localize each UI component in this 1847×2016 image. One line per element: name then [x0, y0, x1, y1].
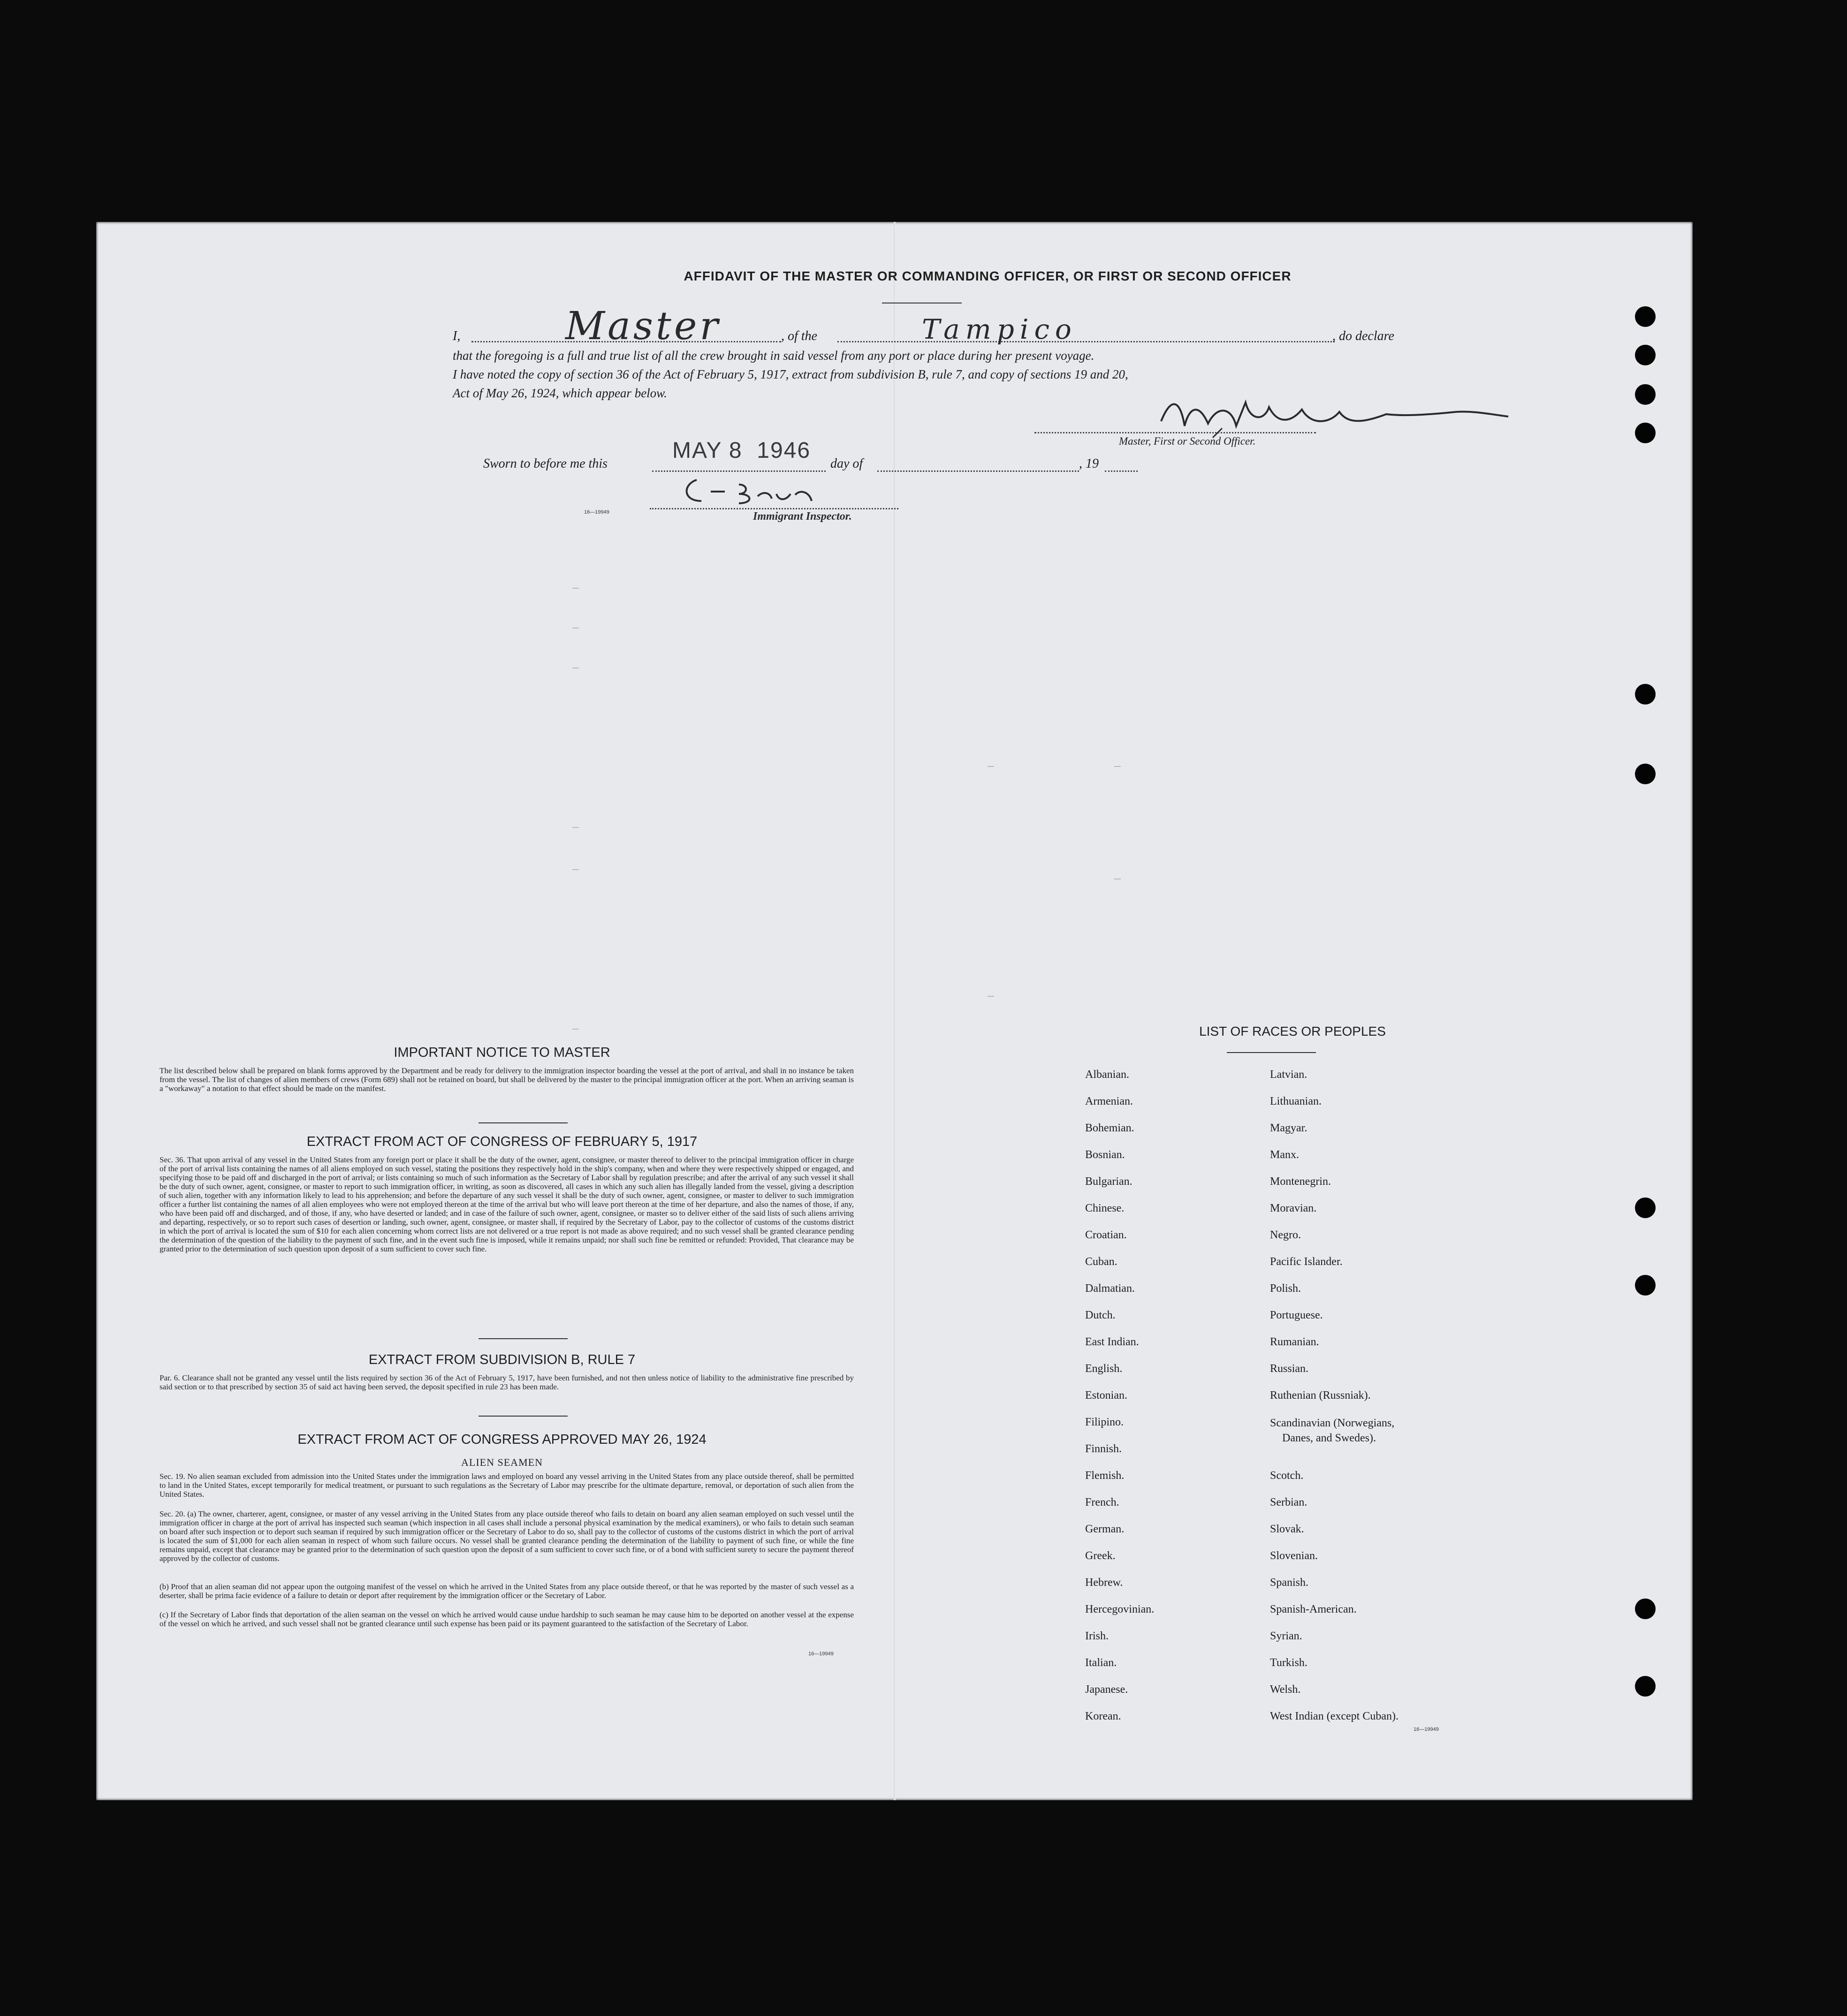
notice-rule — [479, 1122, 568, 1123]
race-item: Slovak. — [1270, 1523, 1304, 1535]
punch-hole — [1635, 1599, 1656, 1619]
vessel-line — [837, 341, 1335, 342]
punch-hole — [1635, 1275, 1656, 1296]
subdivision-title: EXTRACT FROM SUBDIVISION B, RULE 7 — [368, 1352, 636, 1367]
race-item: Serbian. — [1270, 1496, 1307, 1508]
affidavit-line3: I have noted the copy of section 36 of the Act of February 5, 1917, extract from subdivision B, rule 7, and copy of sections 19 and 20, — [453, 367, 1128, 381]
race-item: Spanish. — [1270, 1576, 1309, 1589]
race-item: Slovenian. — [1270, 1550, 1318, 1562]
document-page — [96, 222, 1693, 1800]
notice-title: IMPORTANT NOTICE TO MASTER — [394, 1045, 610, 1060]
punch-hole — [1635, 764, 1656, 784]
race-item: Latvian. — [1270, 1069, 1307, 1081]
race-item: French. — [1085, 1496, 1119, 1508]
punch-hole — [1635, 423, 1656, 443]
race-item: Montenegrin. — [1270, 1175, 1331, 1188]
race-item: East Indian. — [1085, 1336, 1139, 1348]
race-item: Lithuanian. — [1270, 1095, 1322, 1107]
race-item: Cuban. — [1085, 1256, 1117, 1268]
extract-1917-text: Sec. 36. That upon arrival of any vessel in the United States from any foreign port or place it shall be the duty of the owner, agent, consignee, or master thereof to deliver to the principal immigration officer in charge of the port of arrival lists containing the names of all aliens employed on such vessel, stating the positions they respectively hold in the ship's company, when and where they were respectively shipped or engaged, and specifying those to be paid off and discharged in the port of arrival; or lists containing so much of such information as the Secretary of Labor shall by regulation prescribe; and after the arrival of any such vessel it shall be the duty of such owner, agent, consignee, or master to report to such immigration officer, in writing, as soon as discovered, all cases in which any such alien has illegally landed from the vessel, giving a description of such alien, together with any information likely to lead to his apprehension; and before the departure of any such vessel it shall be the duty of such owner, agent, consignee, or master to deliver to such immigration officer a further list containing the names of all alien employees who were not employed thereon at the time of the arrival but who will leave port thereon at the time of her departure, and also the names of those, if any, who have been paid off and discharged, and of those, if any, who have deserted or landed; and in case of the failure of such owner, agent, consignee, or master so to deliver either of the said lists of such aliens arriving and departing, respectively, or so to report such cases of desertion or landing, such owner, agent, consignee, or master shall, if required by the Secretary of Labor, pay to the collector of customs of the customs district in which the port of arrival is located the sum of $10 for each alien concerning whom correct lists are not delivered or a true report is not made as above required; and no such vessel shall be granted clearance pending the determination of the question of the liability to the payment of such fine, and in the event such fine is imposed, while it remains unpaid; nor shall such fine be remitted or refunded: Provided, That clearance may be granted prior to the determination of such question upon deposit of a sum sufficient to cover such fine. — [160, 1155, 854, 1253]
sec-20b-text: (b) Proof that an alien seaman did not appear upon the outgoing manifest of the vessel on which he arrived in the United States from any place outside thereof, or that he was reported by the master of such vessel as a deserter, shall be prima facie evidence of a failure to detain or deport after requirement by the immigration officer or the Secretary of Labor. — [160, 1582, 854, 1600]
race-item: Rumanian. — [1270, 1336, 1319, 1348]
affidavit-i: I, — [453, 329, 461, 343]
column-mark — [572, 588, 579, 589]
race-item: Flemish. — [1085, 1470, 1125, 1482]
column-mark — [988, 766, 994, 767]
affidavit-line2: that the foregoing is a full and true list of all the crew brought in said vessel from any port or place during her present voyage. — [453, 349, 1095, 363]
races-rule — [1227, 1052, 1316, 1053]
center-fold — [894, 222, 896, 1800]
column-mark — [572, 667, 579, 668]
race-item: Negro. — [1270, 1229, 1301, 1241]
signature-label: Master, First or Second Officer. — [1119, 435, 1256, 447]
extract-1917-title: EXTRACT FROM ACT OF CONGRESS OF FEBRUARY 5, 1917 — [306, 1134, 698, 1149]
race-item: Ruthenian (Russniak). — [1270, 1389, 1371, 1402]
race-item: Finnish. — [1085, 1443, 1122, 1455]
race-item: Danes, and Swedes). — [1282, 1432, 1376, 1444]
race-item: Dutch. — [1085, 1309, 1116, 1321]
sec-20c-text: (c) If the Secretary of Labor finds that deportation of the alien seaman on the vessel on which he arrived would cause undue hardship to such seaman he may cause him to be deported on another vessel at the expense of the vessel on which he arrived, and such vessel shall not be granted clearance until such expense has been paid or its payment guaranteed to the satisfaction of the Secretary of Labor. — [160, 1610, 854, 1628]
column-mark — [1114, 766, 1121, 767]
race-item: Chinese. — [1085, 1202, 1125, 1214]
race-item: Scotch. — [1270, 1470, 1304, 1482]
race-item: Greek. — [1085, 1550, 1116, 1562]
race-item: Irish. — [1085, 1630, 1109, 1642]
race-item: Magyar. — [1270, 1122, 1307, 1134]
sworn-day-of: day of — [830, 456, 863, 471]
sworn-year-line — [1105, 470, 1138, 472]
punch-hole — [1635, 345, 1656, 365]
form-number-left: 16—19949 — [808, 1651, 834, 1657]
affidavit-line4: Act of May 26, 1924, which appear below. — [453, 386, 667, 400]
race-item: Scandinavian (Norwegians, — [1270, 1417, 1395, 1429]
race-item: Welsh. — [1270, 1683, 1301, 1696]
column-mark — [572, 628, 579, 629]
race-item: Italian. — [1085, 1657, 1117, 1669]
race-item: Portuguese. — [1270, 1309, 1323, 1321]
punch-hole — [1635, 1197, 1656, 1218]
form-number-top: 16—19949 — [584, 509, 609, 515]
race-item: Japanese. — [1085, 1683, 1128, 1696]
race-item: Hercegovinian. — [1085, 1603, 1155, 1615]
handwritten-vessel: Tampico — [922, 313, 1077, 345]
races-left-column — [1085, 1061, 1154, 1730]
race-item: Bosnian. — [1085, 1149, 1125, 1161]
column-mark — [572, 827, 579, 828]
race-item: Armenian. — [1085, 1095, 1133, 1107]
column-mark — [988, 996, 994, 997]
punch-hole — [1635, 684, 1656, 705]
race-item: Filipino. — [1085, 1416, 1124, 1428]
punch-hole — [1635, 1676, 1656, 1697]
sworn-month-line — [877, 470, 1079, 472]
race-item: English. — [1085, 1363, 1123, 1375]
race-item: Syrian. — [1270, 1630, 1302, 1642]
race-item: Bulgarian. — [1085, 1175, 1133, 1188]
sworn-prefix: Sworn to before me this — [483, 456, 608, 471]
race-item: Spanish-American. — [1270, 1603, 1357, 1615]
signature-line — [1034, 432, 1316, 433]
race-item: Moravian. — [1270, 1202, 1317, 1214]
race-item: Manx. — [1270, 1149, 1299, 1161]
inspector-signature — [678, 475, 866, 508]
race-item: West Indian (except Cuban). — [1270, 1710, 1399, 1722]
alien-seamen-subtitle: ALIEN SEAMEN — [461, 1456, 543, 1468]
sworn-year: , 19 — [1079, 456, 1099, 471]
race-item: German. — [1085, 1523, 1125, 1535]
race-item: Albanian. — [1085, 1069, 1129, 1081]
inspector-label: Immigrant Inspector. — [753, 510, 852, 523]
race-item: Croatian. — [1085, 1229, 1127, 1241]
punch-hole — [1635, 384, 1656, 405]
notice-text: The list described below shall be prepared on blank forms approved by the Department and be ready for delivery to the immigration inspector boarding the vessel at the port of arrival, and shall in no instance be taken from the vessel. The list of changes of alien members of crews (Form 689) shall not be retained on board, but shall be delivered by the master to the principal immigration officer at the port. When an arriving seaman is a "workaway" a notation to that effect should be made on the manifest. — [160, 1066, 854, 1093]
race-item: Korean. — [1085, 1710, 1121, 1722]
sec-20a-text: Sec. 20. (a) The owner, charterer, agent, consignee, or master of any vessel arriving in the United States from any place outside thereof who fails to detain on board any alien seaman employed on such vessel until the immigration officer in charge at the port of arrival has inspected such seaman (which inspection in all cases shall include a personal physical examination by the medical examiners), or who fails to detain such seaman on board after such inspection or to deport such seaman if required by such immigration officer or the Secretary of Labor to do so, shall pay to the collector of customs of the customs district in which the port of arrival is located the sum of $1,000 for each alien seaman in respect of whom such failure occurs. No vessel shall be granted clearance pending the determination of the liability to payment of such fine, or while the fine remains unpaid, except that clearance may be granted prior to the determination of such question upon the deposit of a sum sufficient to cover such fine, or of a bond with sufficient surety to secure the payment thereof approved by the collector of customs. — [160, 1509, 854, 1563]
subdivision-text: Par. 6. Clearance shall not be granted any vessel until the lists required by section 36 of the Act of February 5, 1917, have been furnished, and not then unless notice of liability to the administrative fine prescribed by said section or to that prescribed by section 35 of said act having been served, the deposit specified in rule 23 has been made. — [160, 1373, 854, 1391]
races-title: LIST OF RACES OR PEOPLES — [1199, 1024, 1386, 1038]
column-mark — [572, 869, 579, 870]
extract-1924-title: EXTRACT FROM ACT OF CONGRESS APPROVED MAY 26, 1924 — [297, 1432, 707, 1447]
affidavit-declare: , do declare — [1332, 329, 1394, 343]
affidavit-title: AFFIDAVIT OF THE MASTER OR COMMANDING OFFICER, OR FIRST OR SECOND OFFICER — [684, 269, 1292, 283]
inspector-line — [650, 508, 898, 509]
column-mark — [572, 1029, 579, 1030]
race-item: Pacific Islander. — [1270, 1256, 1343, 1268]
races-right-column — [1270, 1061, 1399, 1730]
form-number-right: 16—19949 — [1414, 1727, 1439, 1732]
handwritten-master: Master — [565, 304, 721, 349]
sworn-day-line — [652, 470, 826, 472]
extract-1917-rule — [479, 1338, 568, 1339]
race-item: Russian. — [1270, 1363, 1309, 1375]
subdivision-rule — [479, 1416, 568, 1417]
race-item: Turkish. — [1270, 1657, 1307, 1669]
race-item: Bohemian. — [1085, 1122, 1134, 1134]
race-item: Polish. — [1270, 1282, 1301, 1295]
date-stamp: MAY 8 1946 — [672, 438, 811, 463]
affidavit-of-the: , of the — [781, 329, 817, 343]
punch-hole — [1635, 306, 1656, 327]
race-item: Estonian. — [1085, 1389, 1127, 1402]
race-item: Hebrew. — [1085, 1576, 1123, 1589]
race-item: Dalmatian. — [1085, 1282, 1135, 1295]
sec-19-text: Sec. 19. No alien seaman excluded from admission into the United States under the immigration laws and employed on board any vessel arriving in the United States from any place outside thereof, shall be permitted to land in the United States, except temporarily for medical treatment, or pursuant to such regulations as the Secretary of Labor may prescribe for the ultimate departure, removal, or deportation of such alien from the United States. — [160, 1472, 854, 1499]
